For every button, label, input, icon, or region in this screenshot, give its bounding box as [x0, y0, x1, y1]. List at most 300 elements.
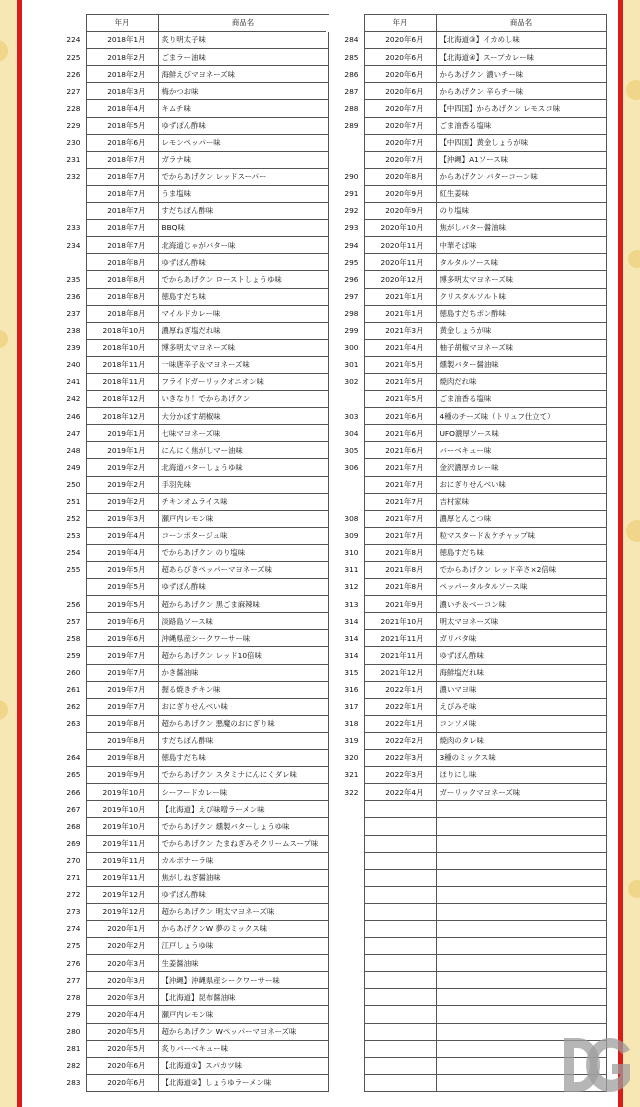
- empty-cell: [364, 972, 436, 989]
- table-row: [48, 698, 328, 715]
- row-number: 322: [344, 787, 359, 797]
- row-month: 2022年3月: [364, 767, 436, 784]
- empty-cell: [436, 972, 606, 989]
- empty-cell: [364, 801, 436, 818]
- table-row: [48, 989, 328, 1006]
- empty-cell: [436, 886, 606, 903]
- row-product: でからあげクン ローストしょうゆ味: [158, 271, 328, 288]
- table-row: [48, 955, 328, 972]
- table-row: [326, 442, 606, 459]
- empty-row: [326, 801, 606, 818]
- row-product: 中華そば味: [436, 237, 606, 254]
- empty-row: [326, 989, 606, 1006]
- row-product: のり塩味: [436, 203, 606, 220]
- row-product: ごまラー油味: [158, 49, 328, 66]
- table-row: [326, 510, 606, 527]
- table-row: [48, 630, 328, 647]
- row-month: 2018年3月: [86, 83, 158, 100]
- empty-cell: [364, 1057, 436, 1074]
- table-row: [326, 562, 606, 579]
- row-number: 252: [66, 514, 81, 524]
- row-number: 317: [344, 702, 359, 712]
- row-month: 2018年8月: [86, 288, 158, 305]
- empty-row: [326, 852, 606, 869]
- right-table: [326, 14, 607, 1092]
- table-row: [48, 134, 328, 151]
- row-number: 262: [66, 702, 81, 712]
- row-month: 2021年5月: [364, 373, 436, 390]
- row-product: 超からあげクン 黒ごま麻辣味: [158, 596, 328, 613]
- row-product: マイルドカレー味: [158, 305, 328, 322]
- row-number: 224: [66, 35, 81, 45]
- empty-cell: [326, 1006, 364, 1023]
- row-product: からあげクン 濃いチー味: [436, 66, 606, 83]
- empty-row: [326, 920, 606, 937]
- row-number: 255: [66, 565, 81, 575]
- row-month: 2022年1月: [364, 698, 436, 715]
- table-row: [48, 339, 328, 356]
- empty-cell: [326, 835, 364, 852]
- row-product: いきなり！でからあげクン: [158, 391, 328, 408]
- row-number: 263: [66, 719, 81, 729]
- row-month: 2020年8月: [364, 168, 436, 185]
- row-month: 2018年7月: [86, 168, 158, 185]
- row-product: 3種のミックス味: [436, 750, 606, 767]
- empty-cell: [364, 835, 436, 852]
- row-number: 287: [344, 86, 359, 96]
- table-row: [326, 134, 606, 151]
- table-row: [326, 664, 606, 681]
- row-number: 236: [66, 291, 81, 301]
- table-row: [48, 869, 328, 886]
- row-month: 2019年7月: [86, 647, 158, 664]
- row-product: 【北海道】昆布醤油味: [158, 989, 328, 1006]
- row-product: 沖縄県産シークワーサー味: [158, 630, 328, 647]
- row-month: 2021年7月: [364, 527, 436, 544]
- row-month: 2020年10月: [364, 220, 436, 237]
- empty-cell: [436, 989, 606, 1006]
- row-number: 228: [66, 103, 81, 113]
- row-month: 2022年3月: [364, 750, 436, 767]
- row-product: 濃厚とんこつ味: [436, 510, 606, 527]
- row-number: [326, 391, 364, 408]
- row-product: 【沖縄】沖縄県産シークワーサー味: [158, 972, 328, 989]
- empty-cell: [364, 1074, 436, 1091]
- table-row: [48, 835, 328, 852]
- table-row: [48, 117, 328, 134]
- row-number: 314: [344, 633, 359, 643]
- row-number: 301: [344, 360, 359, 370]
- row-product: ごま油香る塩味: [436, 117, 606, 134]
- empty-cell: [326, 869, 364, 886]
- row-product: 超からあげクン 明太マヨネーズ味: [158, 903, 328, 920]
- table-row: [48, 852, 328, 869]
- empty-cell: [436, 852, 606, 869]
- row-product: 淡路島ソース味: [158, 613, 328, 630]
- row-number: 234: [66, 240, 81, 250]
- dg-logo-icon: [560, 1030, 636, 1100]
- row-month: 2019年7月: [86, 664, 158, 681]
- table-row: [48, 613, 328, 630]
- product-header: 商品名: [436, 15, 606, 32]
- row-product: 黄金しょうが味: [436, 322, 606, 339]
- row-number: 261: [66, 685, 81, 694]
- empty-cell: [326, 852, 364, 869]
- table-row: [48, 203, 328, 220]
- empty-cell: [364, 869, 436, 886]
- row-product: ガーリックマヨネーズ味: [436, 784, 606, 801]
- table-row: [326, 459, 606, 476]
- empty-cell: [364, 852, 436, 869]
- row-number: 226: [66, 69, 81, 79]
- table-row: [48, 476, 328, 493]
- row-product: 生姜醤油味: [158, 955, 328, 972]
- number-header: [326, 15, 364, 32]
- row-month: 2019年12月: [86, 903, 158, 920]
- row-month: 2021年10月: [364, 613, 436, 630]
- row-number: 316: [344, 685, 359, 694]
- row-product: シーフードカレー味: [158, 784, 328, 801]
- row-product: 【中四国】からあげクン レモスコ味: [436, 100, 606, 117]
- table-row: [48, 100, 328, 117]
- empty-cell: [364, 1040, 436, 1057]
- empty-cell: [326, 1023, 364, 1040]
- table-row: [48, 373, 328, 390]
- row-month: 2019年11月: [86, 852, 158, 869]
- row-month: 2019年2月: [86, 476, 158, 493]
- row-number: 267: [66, 804, 81, 814]
- row-month: 2018年12月: [86, 391, 158, 408]
- table-row: [48, 1057, 328, 1074]
- list-panel: [17, 0, 623, 1107]
- row-product: 金沢濃厚カレー味: [436, 459, 606, 476]
- row-month: 2020年6月: [364, 49, 436, 66]
- empty-cell: [326, 955, 364, 972]
- row-product: 焦がしバター醤油味: [436, 220, 606, 237]
- row-product: 超からあげクン Wペッパーマヨネーズ味: [158, 1023, 328, 1040]
- row-month: 2019年8月: [86, 750, 158, 767]
- row-month: 2021年12月: [364, 664, 436, 681]
- row-month: 2021年8月: [364, 562, 436, 579]
- row-product: BBQ味: [158, 220, 328, 237]
- row-product: 海鮮えびマヨネーズ味: [158, 66, 328, 83]
- row-month: 2021年4月: [364, 339, 436, 356]
- row-number: 253: [66, 531, 81, 541]
- row-product: 七味マヨネーズ味: [158, 425, 328, 442]
- table-row: [48, 681, 328, 698]
- empty-row: [326, 835, 606, 852]
- month-header: 年月: [86, 15, 158, 32]
- table-row: [48, 801, 328, 818]
- empty-cell: [364, 886, 436, 903]
- row-month: 2019年10月: [86, 801, 158, 818]
- row-number: [48, 203, 86, 220]
- row-number: 293: [344, 223, 359, 233]
- empty-cell: [364, 938, 436, 955]
- row-month: 2018年10月: [86, 322, 158, 339]
- row-product: 【中四国】黄金しょうが味: [436, 134, 606, 151]
- row-month: 2021年7月: [364, 493, 436, 510]
- row-product: ほりにし味: [436, 767, 606, 784]
- row-product: 超からあげクン 悪魔のおにぎり味: [158, 715, 328, 732]
- table-row: [326, 66, 606, 83]
- empty-row: [326, 886, 606, 903]
- row-product: 博多明太マヨネーズ味: [436, 271, 606, 288]
- table-row: [326, 579, 606, 596]
- row-product: UFO濃厚ソース味: [436, 425, 606, 442]
- table-row: [326, 425, 606, 442]
- row-product: すだちぽん酢味: [158, 203, 328, 220]
- row-product: 博多明太マヨネーズ味: [158, 339, 328, 356]
- row-product: 北海道バターしょうゆ味: [158, 459, 328, 476]
- row-number: 237: [66, 308, 81, 318]
- row-product: コーンポタージュ味: [158, 527, 328, 544]
- empty-cell: [436, 869, 606, 886]
- row-number: 291: [344, 189, 359, 199]
- empty-cell: [326, 903, 364, 920]
- empty-row: [326, 938, 606, 955]
- row-month: 2021年8月: [364, 579, 436, 596]
- table-row: [48, 544, 328, 561]
- row-month: 2021年11月: [364, 647, 436, 664]
- table-row: [326, 373, 606, 390]
- row-number: 258: [66, 633, 81, 643]
- table-row: [326, 322, 606, 339]
- row-number: 265: [66, 770, 81, 780]
- row-month: 2022年1月: [364, 681, 436, 698]
- row-number: 272: [66, 890, 81, 900]
- table-row: [48, 83, 328, 100]
- empty-cell: [326, 989, 364, 1006]
- month-header: 年月: [364, 15, 436, 32]
- row-product: 柚子胡椒マヨネーズ味: [436, 339, 606, 356]
- row-number: 294: [344, 240, 359, 250]
- row-product: 【北海道④】スープカレー味: [436, 49, 606, 66]
- row-number: 297: [344, 291, 359, 301]
- table-row: [48, 886, 328, 903]
- table-row: [48, 32, 328, 49]
- row-month: 2019年3月: [86, 510, 158, 527]
- row-product: 炙り明太子味: [158, 32, 328, 49]
- row-product: 海鮮塩だれ味: [436, 664, 606, 681]
- row-month: 2020年7月: [364, 117, 436, 134]
- row-number: 225: [66, 52, 81, 62]
- row-month: 2022年1月: [364, 715, 436, 732]
- row-product: ゆずぽん酢味: [158, 117, 328, 134]
- empty-cell: [326, 972, 364, 989]
- row-number: 319: [344, 736, 359, 746]
- table-row: [48, 493, 328, 510]
- table-row: [326, 527, 606, 544]
- number-header: [48, 15, 86, 32]
- row-month: 2018年8月: [86, 254, 158, 271]
- row-number: 254: [66, 548, 81, 558]
- empty-cell: [436, 903, 606, 920]
- row-product: 徳島すだち味: [158, 288, 328, 305]
- row-month: 2021年6月: [364, 425, 436, 442]
- row-number: 238: [66, 326, 81, 336]
- row-product: 握る焼きチキン味: [158, 681, 328, 698]
- row-number: 239: [66, 343, 81, 353]
- row-month: 2020年3月: [86, 989, 158, 1006]
- row-number: 296: [344, 274, 359, 284]
- table-row: [48, 647, 328, 664]
- row-number: 290: [344, 172, 359, 182]
- table-row: [48, 596, 328, 613]
- table-row: [326, 630, 606, 647]
- row-month: 2018年5月: [86, 117, 158, 134]
- row-month: 2021年6月: [364, 408, 436, 425]
- table-row: [326, 596, 606, 613]
- table-row: [326, 237, 606, 254]
- row-product: フライドガーリックオニオン味: [158, 373, 328, 390]
- row-product: クリスタルソルト味: [436, 288, 606, 305]
- empty-cell: [326, 818, 364, 835]
- table-row: [326, 185, 606, 202]
- row-product: 【北海道②】しょうゆラーメン味: [158, 1074, 328, 1091]
- table-row: [326, 613, 606, 630]
- row-product: 焼肉のタレ味: [436, 732, 606, 749]
- row-product: 【沖縄】A1ソース味: [436, 151, 606, 168]
- row-product: 瀬戸内レモン味: [158, 510, 328, 527]
- row-number: 313: [344, 599, 359, 609]
- row-month: 2021年6月: [364, 442, 436, 459]
- empty-cell: [364, 903, 436, 920]
- table-row: [326, 732, 606, 749]
- table-row: [48, 750, 328, 767]
- product-header: 商品名: [158, 15, 328, 32]
- row-product: からあげクンW 夢のミックス味: [158, 920, 328, 937]
- table-row: [326, 151, 606, 168]
- table-row: [326, 288, 606, 305]
- table-row: [326, 784, 606, 801]
- row-month: 2018年2月: [86, 66, 158, 83]
- row-product: 【北海道①】スパカツ味: [158, 1057, 328, 1074]
- row-month: 2021年9月: [364, 596, 436, 613]
- row-month: 2019年10月: [86, 784, 158, 801]
- row-product: ペッパータルタルソース味: [436, 579, 606, 596]
- empty-cell: [364, 989, 436, 1006]
- row-month: 2020年11月: [364, 254, 436, 271]
- row-month: 2019年12月: [86, 886, 158, 903]
- row-product: 超あらびきペッパーマヨネーズ味: [158, 562, 328, 579]
- row-number: 300: [344, 343, 359, 353]
- row-product: かき醤油味: [158, 664, 328, 681]
- row-month: 2021年11月: [364, 630, 436, 647]
- row-number: [326, 493, 364, 510]
- row-number: 230: [66, 138, 81, 147]
- row-month: 2020年3月: [86, 955, 158, 972]
- table-row: [48, 254, 328, 271]
- row-month: 2019年5月: [86, 562, 158, 579]
- row-number: [48, 254, 86, 271]
- row-number: 288: [344, 103, 359, 113]
- table-row: [326, 49, 606, 66]
- row-number: 264: [66, 753, 81, 763]
- row-month: 2018年10月: [86, 339, 158, 356]
- row-product: ゆずぽん酢味: [436, 647, 606, 664]
- row-number: 308: [344, 514, 359, 524]
- empty-cell: [436, 835, 606, 852]
- row-month: 2018年1月: [86, 32, 158, 49]
- row-number: 227: [66, 86, 81, 96]
- row-product: 江戸しょうゆ味: [158, 938, 328, 955]
- row-product: でからあげクン スタミナにんにくダレ味: [158, 767, 328, 784]
- row-number: 229: [66, 120, 81, 130]
- row-product: でからあげクン のり塩味: [158, 544, 328, 561]
- row-product: 梅かつお味: [158, 83, 328, 100]
- empty-cell: [326, 1057, 364, 1074]
- table-row: [326, 767, 606, 784]
- table-row: [48, 356, 328, 373]
- row-month: 2021年3月: [364, 322, 436, 339]
- left-table: [48, 14, 329, 1092]
- row-product: ごま油香る塩味: [436, 391, 606, 408]
- row-product: にんにく焦がしマー油味: [158, 442, 328, 459]
- row-product: でからあげクン たまねぎみそクリームスープ味: [158, 835, 328, 852]
- empty-cell: [326, 1040, 364, 1057]
- row-month: 2021年7月: [364, 510, 436, 527]
- row-month: 2019年7月: [86, 698, 158, 715]
- row-number: 240: [66, 360, 81, 370]
- row-number: 256: [66, 599, 81, 609]
- empty-cell: [326, 920, 364, 937]
- row-product: からあげクン バターコーン味: [436, 168, 606, 185]
- table-row: [48, 784, 328, 801]
- row-month: 2020年1月: [86, 920, 158, 937]
- empty-row: [326, 818, 606, 835]
- table-row: [326, 750, 606, 767]
- empty-cell: [364, 1023, 436, 1040]
- row-product: 明太マヨネーズ味: [436, 613, 606, 630]
- row-month: 2021年5月: [364, 391, 436, 408]
- empty-cell: [326, 886, 364, 903]
- row-number: 278: [66, 992, 81, 1002]
- row-number: 311: [344, 565, 359, 575]
- row-number: 298: [344, 308, 359, 318]
- row-month: 2020年7月: [364, 100, 436, 117]
- row-product: 濃いマヨ味: [436, 681, 606, 698]
- row-number: 292: [344, 206, 359, 216]
- table-row: [48, 185, 328, 202]
- row-number: 314: [344, 616, 359, 626]
- table-row: [48, 920, 328, 937]
- row-month: 2019年11月: [86, 835, 158, 852]
- row-number: 306: [344, 462, 359, 472]
- row-number: 235: [66, 274, 81, 284]
- row-number: 250: [66, 479, 81, 489]
- row-number: 241: [66, 377, 81, 387]
- row-month: 2020年4月: [86, 1006, 158, 1023]
- table-row: [326, 356, 606, 373]
- row-product: 【北海道】えび味噌ラーメン味: [158, 801, 328, 818]
- table-row: [48, 562, 328, 579]
- row-month: 2018年8月: [86, 271, 158, 288]
- row-month: 2022年4月: [364, 784, 436, 801]
- table-row: [326, 271, 606, 288]
- row-month: 2020年7月: [364, 134, 436, 151]
- row-number: 251: [66, 496, 81, 506]
- table-row: [48, 220, 328, 237]
- row-number: 310: [344, 548, 359, 558]
- row-month: 2021年7月: [364, 476, 436, 493]
- row-product: 瀬戸内レモン味: [158, 1006, 328, 1023]
- row-product: 吉村家味: [436, 493, 606, 510]
- table-row: [326, 339, 606, 356]
- row-number: 266: [66, 787, 81, 797]
- table-row: [48, 151, 328, 168]
- table-row: [326, 715, 606, 732]
